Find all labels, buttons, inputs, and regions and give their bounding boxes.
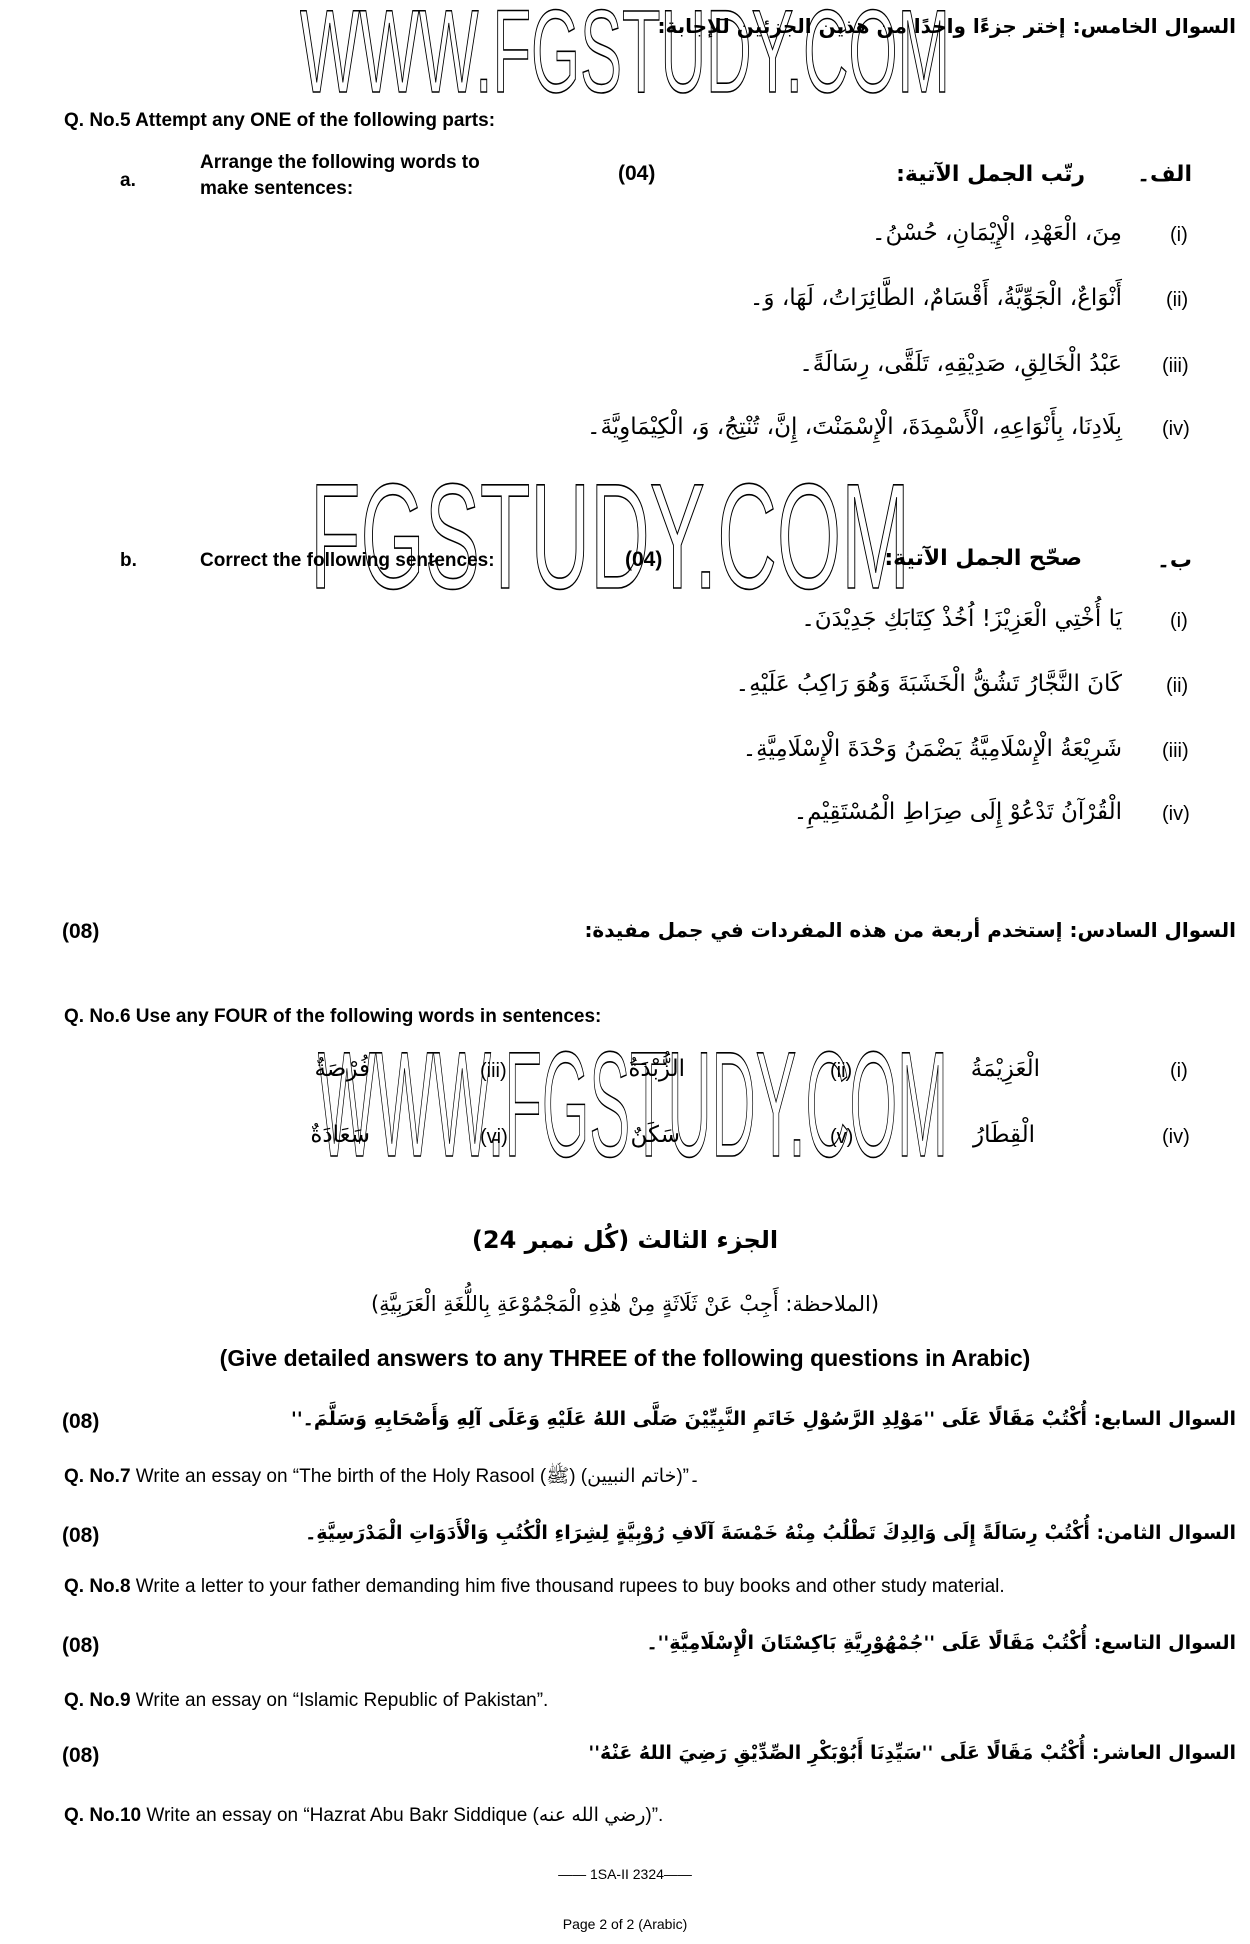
q7-marks: (08) — [62, 1410, 100, 1433]
b-item-num: (iii) — [1162, 740, 1189, 762]
q6-word: الْقِطَارُ — [972, 1122, 1035, 1148]
part-b-marks: (04) — [625, 548, 663, 571]
q6-english-heading: Q. No.6 Use any FOUR of the following words in sentences: — [64, 1006, 602, 1027]
a-item-text: بِلَادِنَا، بِأَنْوَاعِهِ، الْأَسْمِدَةَ، الْإِسْمَنْتَ، إِنَّ، تُنْتِجُ، وَ، الْكِيْمَاوِيَّةَ۔ — [586, 414, 1122, 440]
a-item-text: عَبْدُ الْخَالِقِ، صَدِيْقِهِ، تَلَقَّى، رِسَالَةً۔ — [799, 351, 1122, 377]
q8-english — [64, 1576, 1005, 1598]
q5-english-heading: Q. No.5 Attempt any ONE of the following parts: — [64, 110, 496, 131]
q9-marks: (08) — [62, 1634, 100, 1657]
q6-word-num: (iii) — [480, 1060, 507, 1082]
paper-code: —— 1SA-II 2324—— — [558, 1866, 692, 1882]
b-item-num: (ii) — [1166, 675, 1189, 697]
a-item-num: (iii) — [1162, 355, 1189, 377]
q6-word-num: (v) — [830, 1126, 854, 1148]
part-b-arabic-instruction: صحّح الجمل الآتية: — [884, 546, 1082, 571]
a-item-num: (iv) — [1162, 418, 1190, 440]
part-a-instruction-1: Arrange the following words to — [200, 152, 480, 173]
svg-text:FGSTUDY.COM: FGSTUDY.COM — [310, 470, 910, 595]
q7-english — [64, 1464, 700, 1492]
a-item-num: (ii) — [1166, 289, 1189, 311]
q6-word: فُرْصَةٌ — [314, 1056, 370, 1082]
part-b-letter: b. — [120, 550, 137, 571]
b-item-num: (iv) — [1162, 803, 1190, 825]
q6-word: سَكَنٌ — [630, 1122, 680, 1148]
q6-arabic-heading: السوال السادس: إستخدم أربعة من هذه المفردات في جمل مفيدة: — [584, 918, 1236, 942]
q6-word-num: (ii) — [830, 1060, 853, 1082]
q10-english — [64, 1804, 663, 1827]
part-a-marks: (04) — [618, 162, 656, 185]
q7-arabic: السوال السابع: أُكْتُبْ مَقَالًا عَلَى ''مَوْلِدِ الرَّسُوْلِ خَاتَمِ النَّبِيِّيْنَ صَلَّى اللهُ عَلَيْهِ وَعَلَى آلِهِ وَأَصْحَابِهِ وَسَلَّمَ۔'' — [291, 1408, 1236, 1430]
q6-word: سَعَادَةٌ — [310, 1122, 370, 1148]
page-number: Page 2 of 2 (Arabic) — [562, 1916, 688, 1932]
q10-text: Write an essay on “Hazrat Abu Bakr Siddique (رضي الله عنه)”. — [141, 1805, 664, 1826]
a-item-text: مِنَ، الْعَهْدِ، الْإِيْمَانِ، حُسْنُ۔ — [871, 220, 1122, 246]
q6-word-num: (i) — [1170, 1060, 1188, 1082]
q9-text: Write an essay on “Islamic Republic of Pakistan”. — [130, 1690, 549, 1711]
q9-label: Q. No.9 — [64, 1690, 131, 1711]
q9-english — [64, 1690, 548, 1712]
q5-arabic-heading: السوال الخامس: إختر جزءًا واحدًا من هذين الجزئين للإجابة: — [657, 14, 1236, 38]
a-item-num: (i) — [1170, 224, 1188, 246]
q6-word: الزُّبْدَةُ — [628, 1056, 685, 1082]
part3-note-english: (Give detailed answers to any THREE of the following questions in Arabic) — [219, 1345, 1031, 1371]
q7-label: Q. No.7 — [64, 1466, 131, 1487]
part-a-arabic-letter: الف۔ — [1137, 162, 1192, 187]
b-item-text: شَرِيْعَةُ الْإِسْلَامِيَّةُ يَضْمَنُ وَحْدَةَ الْإِسْلَامِيَّةِ۔ — [742, 736, 1122, 762]
q10-arabic: السوال العاشر: أُكْتُبْ مَقَالًا عَلَى ''سَيِّدِنَا أَبُوْبَكْرِ الصِّدِّيْقِ رَضِيَ اللهُ عَنْهُ'' — [588, 1742, 1236, 1764]
svg-text:WWW.FGSTUDY.COM: WWW.FGSTUDY.COM — [318, 1038, 948, 1163]
q8-marks: (08) — [62, 1524, 100, 1547]
q7-text: Write an essay on “The birth of the Holy Rasool (ﷺ) (خاتم النبيين)”۔ — [130, 1466, 701, 1487]
q6-word: الْعَزِيْمَةُ — [970, 1056, 1040, 1082]
part-a-letter: a. — [120, 170, 136, 191]
part-b-instruction: Correct the following sentences: — [200, 550, 495, 571]
b-item-num: (i) — [1170, 610, 1188, 632]
q9-arabic: السوال التاسع: أُكْتُبْ مَقَالًا عَلَى ''جُمْهُوْرِيَّةِ بَاكِسْتَانَ الْإِسْلَامِيَّةِ''۔ — [646, 1632, 1236, 1654]
a-item-text: أَنْوَاعٌ، الْجَوِّيَّةُ، أَقْسَامٌ، الطَّائِرَاتُ، لَهَا، وَ۔ — [749, 285, 1122, 311]
svg-text:WWW.FGSTUDY.COM: WWW.FGSTUDY.COM — [300, 0, 950, 100]
b-item-text: كَانَ النَّجَّارُ تَشُقُّ الْخَشَبَةَ وَهُوَ رَاكِبُ عَلَيْهِ۔ — [735, 671, 1122, 697]
q6-word-num: (iv) — [1162, 1126, 1190, 1148]
q6-word-num: (vi) — [480, 1126, 508, 1148]
part3-title: الجزء الثالث (كُل نمبر 24) — [471, 1226, 779, 1254]
b-item-text: يَا أُخْتِي الْعَزِيْزَ! اُخُذْ كِتَابَكِ جَدِيْدَنَ۔ — [801, 606, 1122, 632]
watermark-middle — [310, 470, 920, 595]
q8-text: Write a letter to your father demanding him five thousand rupees to buy books and other study material. — [130, 1576, 1005, 1597]
part3-note-arabic: (الملاحظة: أَجِبْ عَنْ ثَلَاثَةٍ مِنْ هٰذِهِ الْمَجْمُوْعَةِ بِاللُّغَةِ الْعَرَبِيَّةِ) — [370, 1292, 880, 1316]
part-a-arabic-instruction: رتّب الجمل الآتية: — [896, 162, 1085, 187]
q8-arabic: السوال الثامن: أُكْتُبْ رِسَالَةً إِلَى وَالِدِكَ تَطْلُبُ مِنْهُ خَمْسَةَ آلَافِ رُوْبِيَّةٍ لِشِرَاءِ الْكُتُبِ وَالْأَدَوَاتِ الْمَدْرَسِيَّةِ۔ — [305, 1522, 1236, 1544]
b-item-text: الْقُرْآنُ تَدْعُوْ إِلَى صِرَاطِ الْمُسْتَقِيْمِ۔ — [793, 799, 1122, 825]
part-b-arabic-letter: ب۔ — [1157, 548, 1192, 573]
q10-marks: (08) — [62, 1744, 100, 1767]
q10-label: Q. No.10 — [64, 1805, 142, 1826]
part-a-instruction-2: make sentences: — [200, 178, 354, 199]
q6-marks: (08) — [62, 920, 100, 943]
q8-label: Q. No.8 — [64, 1576, 131, 1597]
